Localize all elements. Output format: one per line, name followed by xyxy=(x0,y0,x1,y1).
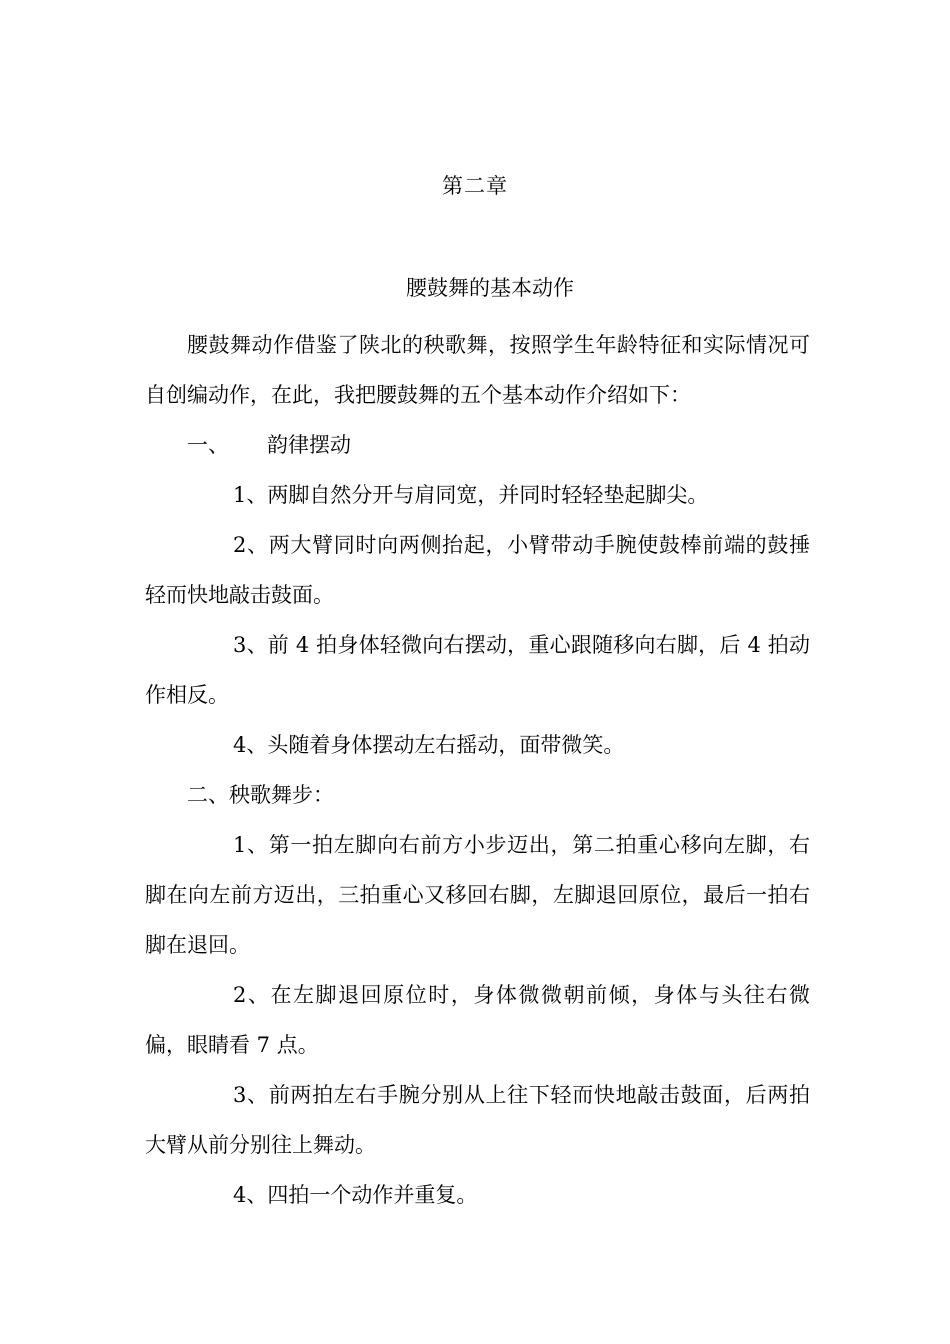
section1-item-2: 2、两大臂同时向两侧抬起，小臂带动手腕使鼓棒前端的鼓捶轻而快地敲击鼓面。 xyxy=(145,533,810,607)
intro-paragraph: 腰鼓舞动作借鉴了陕北的秧歌舞，按照学生年龄特征和实际情况可自创编动作，在此，我把腰鼓舞的五个基本动作介绍如下： xyxy=(145,333,810,407)
section2-item-4: 4、四拍一个动作并重复。 xyxy=(233,1183,478,1207)
section2-item-1: 1、第一拍左脚向右前方小步迈出，第二拍重心移向左脚，右脚在向左前方迈出，三拍重心又移回右脚，左脚退回原位，最后一拍右脚在退回。 xyxy=(145,833,810,957)
document-body xyxy=(145,320,810,1220)
chapter-heading: 第二章 xyxy=(442,174,508,198)
section2-heading: 二、秧歌舞步： xyxy=(187,783,334,807)
section1-item-3: 3、前 4 拍身体轻微向右摆动，重心跟随移向右脚，后 4 拍动作相反。 xyxy=(145,633,810,707)
section1-item-4: 4、头随着身体摆动左右摇动，面带微笑。 xyxy=(233,733,625,757)
section1-heading xyxy=(145,420,810,470)
section1-number: 一、 xyxy=(187,433,229,457)
section2-item-3: 3、前两拍左右手腕分别从上往下轻而快地敲击鼓面，后两拍大臂从前分别往上舞动。 xyxy=(145,1083,810,1157)
section2-item-2: 2、在左脚退回原位时，身体微微朝前倾，身体与头往右微偏，眼睛看 7 点。 xyxy=(145,983,810,1057)
section-title: 腰鼓舞的基本动作 xyxy=(406,276,574,300)
section1-item-1: 1、两脚自然分开与肩同宽，并同时轻轻垫起脚尖。 xyxy=(233,483,709,507)
section1-heading-text: 韵律摆动 xyxy=(267,433,351,457)
